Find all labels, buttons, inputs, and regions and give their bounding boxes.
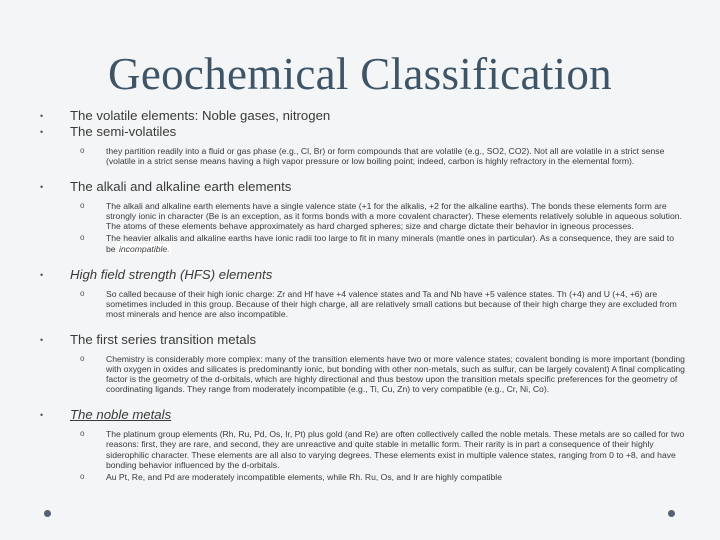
sub-bullet-icon: o — [80, 288, 85, 298]
sub-bullet-text: they partition readily into a fluid or gas phase (e.g., Cl, Br) or form compounds that are volatile (e.g., SO2, CO2). Not all are volatile in a strict sense (volatile in a strict sense means having a high vapor pressure or low boiling point; indeed, carbon is highly refractory in the elemental form). — [106, 146, 665, 167]
sub-bullet — [40, 233, 685, 253]
decorative-circle-icon — [44, 510, 51, 517]
bullet-text: The first series transition metals — [70, 331, 257, 347]
sub-bullet-icon: o — [80, 146, 85, 155]
sub-bullet — [40, 354, 685, 394]
sub-bullet-text: Au Pt, Re, and Pd are moderately incompatible elements, while Rh. Ru, Os, and Ir are highly compatible — [106, 471, 502, 482]
bullet-transition-metals — [40, 332, 685, 348]
bullet-dot-icon: • — [40, 334, 44, 345]
sub-bullet-text: The heavier alkalis and alkaline earths have ionic radii too large to fit in many minerals (mantle ones in particular). As a consequence, they are said to be — [106, 233, 674, 254]
bullet-hfs — [40, 267, 685, 283]
bullet-text: The semi-volatiles — [70, 124, 177, 139]
incompatible-tag: incompatible. — [118, 243, 170, 254]
slide-title: Geochemical Classification — [108, 49, 612, 99]
bullet-volatile — [40, 108, 685, 124]
bullet-dot-icon: • — [40, 127, 44, 137]
sub-bullet — [40, 201, 685, 231]
bullet-text: The volatile elements: Noble gases, nitrogen — [70, 108, 331, 123]
bullet-dot-icon: • — [40, 182, 44, 193]
sub-bullet — [40, 289, 685, 319]
bullet-semi-volatiles — [40, 124, 685, 140]
bullet-text: The alkali and alkaline earth elements — [70, 179, 292, 195]
bullet-text: The noble metals — [70, 407, 172, 423]
decorative-circle-icon — [668, 510, 675, 517]
bullet-dot-icon: • — [40, 410, 44, 421]
sub-bullet-icon: o — [80, 233, 85, 243]
bullet-dot-icon: • — [40, 269, 44, 280]
bullet-noble-metals — [40, 407, 685, 423]
slide-content — [40, 108, 685, 482]
bullet-text: High field strength (HFS) elements — [70, 266, 273, 282]
sub-bullet-icon: o — [80, 353, 85, 363]
sub-bullet-icon: o — [80, 471, 85, 481]
sub-bullet — [40, 429, 685, 469]
sub-bullet-text: So called because of their high ionic charge: Zr and Hf have +4 valence states and Ta and Nb have +5 valence states. Th (+4) and U (+4, +6) are sometimes included in this group. Because of their high charge, all are relatively small cations but because of their high charge they are excluded from most minerals and hence are also incompatible. — [106, 288, 677, 319]
sub-bullet-icon: o — [80, 201, 85, 211]
bullet-dot-icon: • — [40, 111, 44, 121]
sub-bullet-text: The platinum group elements (Rh, Ru, Pd, Os, Ir, Pt) plus gold (and Re) are often collectively called the noble metals. These metals are so called for two reasons: first, they are rare, and second, they are unreactive and quite stable in metallic form. Their rarity is in part a consequence of their highly siderophilic character. These elements are all also to varying degrees. These elements exist in multiple valence states, ranging from 0 to +8, and have bonding behavior influenced by the d-orbitals. — [106, 429, 685, 470]
sub-bullet-text: Chemistry is considerably more complex: many of the transition elements have two or more valence states; covalent bonding is more important (bonding with oxygen in oxides and silicates is predominantly ionic, but bonding with other non-metals, such as sulfur, can be largely covalent) A final complicating factor is the geometry of the d-orbitals, which are highly directional and thus bestow upon the transition metals specific preferences for the geometry of coordinating ligands. They range from moderately incompatible (e.g., Ti, Cu, Zn) to very compatible (e.g., Cr, Ni, Co). — [106, 353, 685, 395]
sub-bullet — [40, 472, 685, 482]
sub-bullet — [40, 146, 685, 166]
bullet-alkali — [40, 179, 685, 195]
sub-bullet-icon: o — [80, 429, 85, 439]
sub-bullet-text: The alkali and alkaline earth elements have a single valence state (+1 for the alkalis, +2 for the alkaline earths). The bonds these elements form are strongly ionic in character (Be is an exception, as it forms bonds with a more covalent character). These elements relatively soluble in aqueous solution. The atoms of these elements behave approximately as hard charged spheres; size and charge dictate their behavior in igneous processes. — [106, 201, 682, 232]
